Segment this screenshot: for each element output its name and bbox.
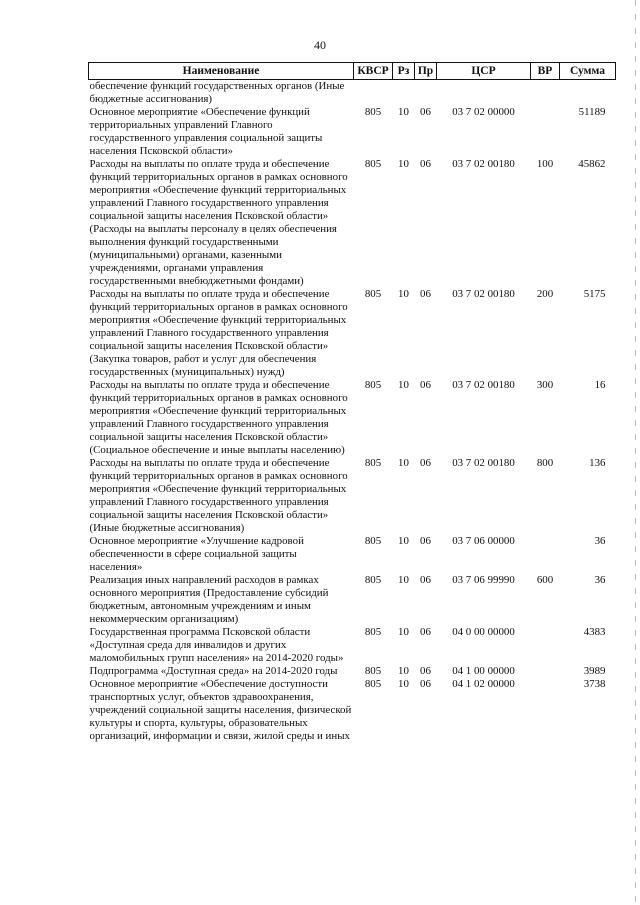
cell-vr: 100 xyxy=(536,158,554,170)
cell-sum: 3738 xyxy=(583,678,606,690)
cell-rz: 10 xyxy=(398,457,409,469)
cell-pr: 06 xyxy=(420,288,431,300)
cell-sum: 36 xyxy=(594,574,606,586)
cell-vr xyxy=(531,80,560,107)
header-row xyxy=(89,63,616,80)
page-number: 40 xyxy=(314,38,326,52)
cell-pr: 06 xyxy=(420,158,431,170)
cell-vr xyxy=(531,678,560,743)
cell-pr xyxy=(415,80,437,107)
header-sum: Сумма xyxy=(560,63,616,80)
table-row xyxy=(89,574,616,626)
cell-sum: 3989 xyxy=(583,665,606,677)
cell-vr xyxy=(531,535,560,574)
cell-vr: 300 xyxy=(536,379,554,391)
header-csr: ЦСР xyxy=(437,63,531,80)
table-row xyxy=(89,678,616,743)
cell-pr: 06 xyxy=(420,626,431,638)
table-body xyxy=(89,80,616,744)
cell-name: Подпрограмма «Доступная среда» на 2014-2020 годы xyxy=(89,665,338,677)
cell-name: Расходы на выплаты по оплате труда и обеспечение функций территориальных органов в рамках основного мероприятия «Обеспечение функций территориальных управлений Главного государственного управления социальной защиты населения Псковской области» (Закупка товаров, работ и услуг для обеспечения государственных (муниципальных) нужд) xyxy=(89,288,348,378)
cell-sum: 36 xyxy=(594,535,606,547)
budget-table xyxy=(88,62,616,743)
cell-rz: 10 xyxy=(398,678,409,690)
cell-csr: 03 7 02 00180 xyxy=(452,288,515,300)
table-row xyxy=(89,80,616,107)
cell-rz xyxy=(393,80,415,107)
cell-rz: 10 xyxy=(398,288,409,300)
cell-kvsr: 805 xyxy=(364,288,382,300)
cell-sum: 51189 xyxy=(578,106,606,118)
cell-rz: 10 xyxy=(398,535,409,547)
cell-sum: 45862 xyxy=(578,158,606,170)
cell-name: обеспечение функций государственных органов (Иные бюджетные ассигнования) xyxy=(89,80,345,105)
table-row xyxy=(89,158,616,288)
table-row xyxy=(89,288,616,379)
cell-rz: 10 xyxy=(398,626,409,638)
cell-rz: 10 xyxy=(398,106,409,118)
cell-pr: 06 xyxy=(420,574,431,586)
cell-vr: 800 xyxy=(536,457,554,469)
cell-csr: 03 7 02 00180 xyxy=(452,158,515,170)
cell-pr: 06 xyxy=(420,665,431,677)
table-row xyxy=(89,379,616,457)
cell-vr xyxy=(531,106,560,158)
cell-kvsr: 805 xyxy=(364,665,382,677)
header-name: Наименование xyxy=(89,63,354,80)
cell-rz: 10 xyxy=(398,158,409,170)
cell-name: Расходы на выплаты по оплате труда и обеспечение функций территориальных органов в рамках основного мероприятия «Обеспечение функций территориальных управлений Главного государственного управления социальной защиты населения Псковской области» (Социальное обеспечение и иные выплаты населению) xyxy=(89,379,348,456)
cell-sum: 16 xyxy=(594,379,606,391)
cell-pr: 06 xyxy=(420,457,431,469)
cell-pr: 06 xyxy=(420,379,431,391)
cell-csr: 03 7 02 00000 xyxy=(452,106,515,118)
table-row xyxy=(89,457,616,535)
cell-csr: 04 1 00 00000 xyxy=(452,665,515,677)
cell-kvsr: 805 xyxy=(364,574,382,586)
cell-pr: 06 xyxy=(420,678,431,690)
cell-name: Государственная программа Псковской области «Доступная среда для инвалидов и других маломобильных групп населения» на 2014-2020 годы» xyxy=(89,626,344,664)
cell-name: Расходы на выплаты по оплате труда и обеспечение функций территориальных органов в рамках основного мероприятия «Обеспечение функций территориальных управлений Главного государственного управления социальной защиты населения Псковской области» (Расходы на выплаты персоналу в целях обеспечения выполнения функций государственными (муниципальными) органами, казенными учреждениями, органами управления государственными внебюджетными фондами) xyxy=(89,158,348,287)
header-rz: Рз xyxy=(393,63,415,80)
cell-csr: 03 7 02 00180 xyxy=(452,457,515,469)
cell-sum: 4383 xyxy=(583,626,606,638)
scan-edge-mark xyxy=(635,0,636,905)
cell-vr xyxy=(531,665,560,678)
table-row xyxy=(89,535,616,574)
cell-pr: 06 xyxy=(420,535,431,547)
cell-vr: 200 xyxy=(536,288,554,300)
cell-csr: 04 1 02 00000 xyxy=(452,678,515,690)
cell-kvsr: 805 xyxy=(364,678,382,690)
cell-vr xyxy=(531,626,560,665)
cell-name: Расходы на выплаты по оплате труда и обеспечение функций территориальных органов в рамках основного мероприятия «Обеспечение функций территориальных управлений Главного государственного управления социальной защиты населения Псковской области» (Иные бюджетные ассигнования) xyxy=(89,457,348,534)
cell-csr: 03 7 06 99990 xyxy=(452,574,515,586)
cell-kvsr: 805 xyxy=(364,457,382,469)
cell-kvsr: 805 xyxy=(364,379,382,391)
cell-kvsr: 805 xyxy=(364,106,382,118)
table-row xyxy=(89,626,616,665)
table-row xyxy=(89,665,616,678)
cell-sum xyxy=(560,80,616,107)
cell-kvsr: 805 xyxy=(364,158,382,170)
cell-sum: 136 xyxy=(589,457,606,469)
cell-name: Основное мероприятие «Обеспечение функций территориальных управлений Главного государственного управления социальной защиты населения Псковской области» xyxy=(89,106,323,157)
cell-csr: 03 7 02 00180 xyxy=(452,379,515,391)
cell-vr: 600 xyxy=(536,574,554,586)
cell-name: Основное мероприятие «Обеспечение доступности транспортных услуг, объектов здравоохранения, учреждений социальной защиты населения, физической культуры и спорта, культуры, образовательных организаций, информации и связи, жилой среды и иных xyxy=(89,678,352,742)
cell-csr: 03 7 06 00000 xyxy=(452,535,515,547)
cell-rz: 10 xyxy=(398,665,409,677)
header-kvsr: КВСР xyxy=(354,63,393,80)
table-row xyxy=(89,106,616,158)
cell-rz: 10 xyxy=(398,574,409,586)
header-vr: ВР xyxy=(531,63,560,80)
table-header xyxy=(89,63,616,80)
cell-pr: 06 xyxy=(420,106,431,118)
cell-name: Реализация иных направлений расходов в рамках основного мероприятия (Предоставление субсидий бюджетным, автономным учреждениям и иным некоммерческим организациям) xyxy=(89,574,329,625)
cell-kvsr xyxy=(354,80,393,107)
cell-rz: 10 xyxy=(398,379,409,391)
cell-sum: 5175 xyxy=(583,288,606,300)
cell-kvsr: 805 xyxy=(364,535,382,547)
header-pr: Пр xyxy=(415,63,437,80)
cell-name: Основное мероприятие «Улучшение кадровой обеспеченности в сфере социальной защиты населения» xyxy=(89,535,304,573)
cell-csr xyxy=(437,80,531,107)
cell-kvsr: 805 xyxy=(364,626,382,638)
cell-csr: 04 0 00 00000 xyxy=(452,626,515,638)
